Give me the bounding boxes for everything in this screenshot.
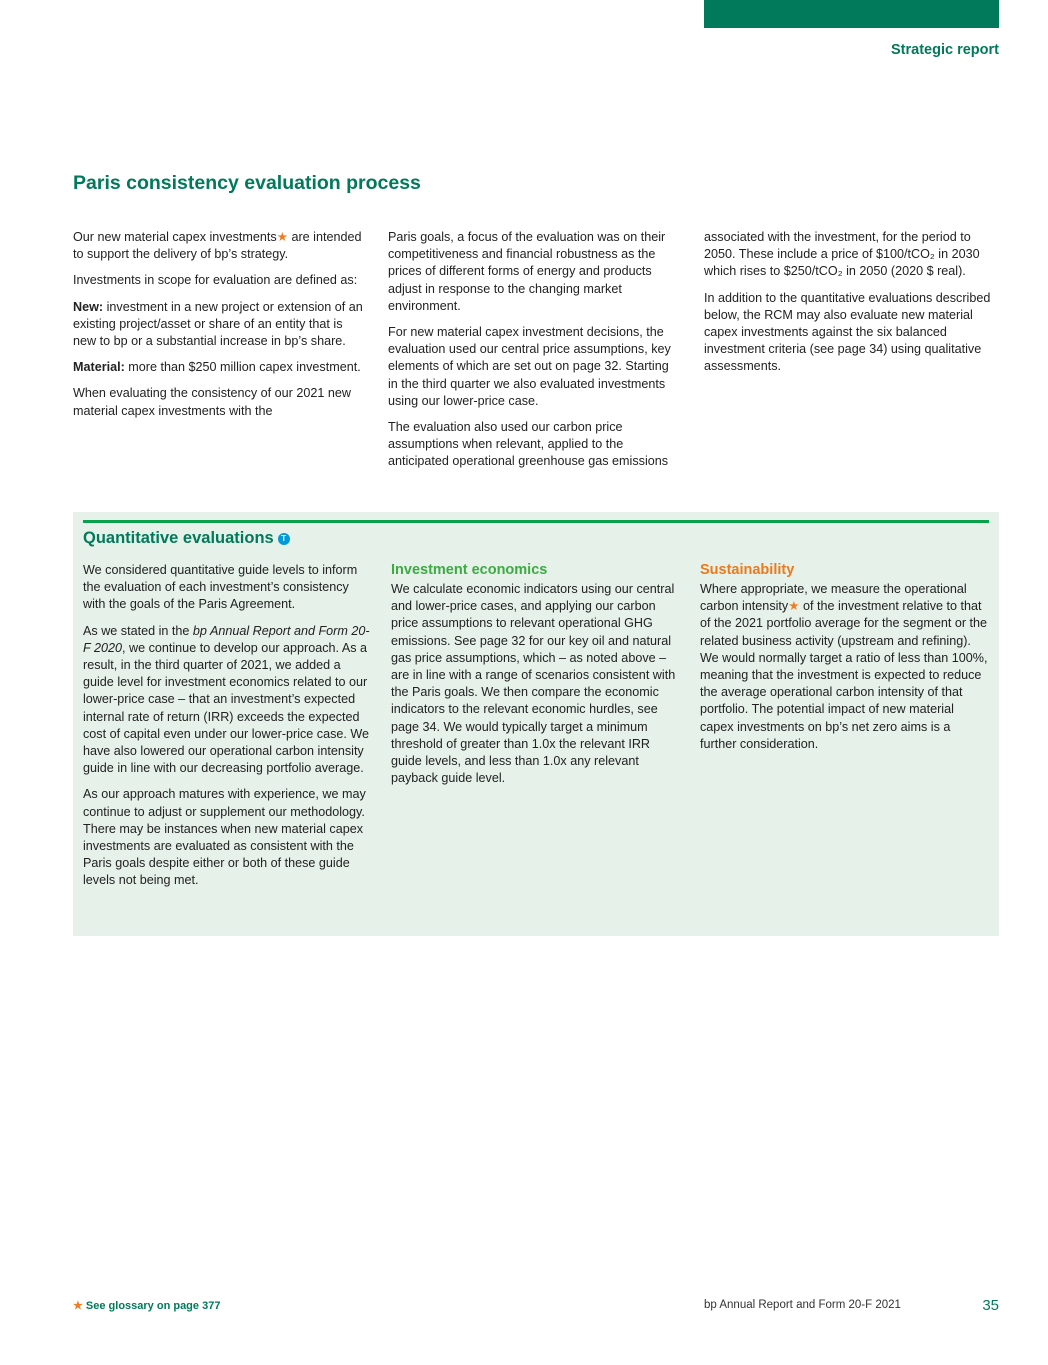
intro-column-2 [388,229,678,480]
panel-column-sustainability [700,561,988,762]
quantitative-evaluations-panel [73,512,999,936]
intro-paragraph: Investments in scope for evaluation are defined as: [73,273,358,288]
panel-divider [83,520,989,523]
panel-column-investment-economics [391,561,679,796]
definition-new: New: investment in a new project or extension of an existing project/asset or share of an entity that is new to bp or a substantial increase in bp’s share. [73,299,363,349]
panel-paragraph: As our approach matures with experience, we may continue to adjust or supplement our methodology. There may be instances when new material capex investments are evaluated as consistent with the Paris goals despite either or both of these guide levels not being met. [83,787,366,888]
sustainability-heading: Sustainability [700,562,795,578]
glossary-reference: ★ See glossary on page 377 [73,1300,221,1312]
panel-title: Quantitative evaluations T [83,529,290,548]
intro-paragraph: When evaluating the consistency of our 2021 new material capex investments with the [73,386,351,418]
info-badge-icon: T [278,533,290,545]
glossary-star-icon: ★ [276,230,288,244]
investment-economics-text: We calculate economic indicators using our central and lower-price cases, and applying our carbon price assumptions to relevant operational GHG emissions. See page 32 for our key oil and natural gas price assumptions, which – as noted above – are in line with a range of scenarios consistent with the Paris goals. We then compare the economic indicators to the relevant economic hurdles, see page 34. We would typically target a minimum threshold of greater than 1.0x the relevant IRR guide levels, and less than 1.0x any relevant payback guide level. [391,582,676,786]
definition-material: Material: more than $250 million capex investment. [73,360,361,375]
page-title: Paris consistency evaluation process [73,172,421,194]
intro-paragraph: Paris goals, a focus of the evaluation was on their competitiveness and financial robustness as the prices of different forms of energy and products adjust in response to the changing market environment. [388,230,666,313]
intro-paragraph: Our new material capex investments★ are intended to support the delivery of bp’s strategy. [73,230,362,262]
panel-paragraph: We considered quantitative guide levels to inform the evaluation of each investment’s consistency with the goals of the Paris Agreement. [83,563,358,612]
intro-column-3 [704,229,994,385]
intro-paragraph: associated with the investment, for the period to 2050. These include a price of $100/tCO₂ in 2030 which rises to $250/tCO₂ in 2050 (2020 $ real). [704,230,980,279]
page-number: 35 [982,1297,999,1314]
header-color-bar [704,0,999,28]
section-label: Strategic report [891,42,999,58]
sustainability-text: Where appropriate, we measure the operational carbon intensity★ of the investment relative to that of the 2021 portfolio average for the segment or the related business activity (upstream and refining). We would normally target a ratio of less than 100%, meaning that the investment is expected to reduce the average operational carbon intensity of that portfolio. The potential impact of new material capex investments on bp’s net zero aims is a further consideration. [700,582,988,751]
intro-column-1 [73,229,363,429]
intro-paragraph: In addition to the quantitative evaluations described below, the RCM may also evaluate new material capex investments against the six balanced investment criteria (see page 34) using qualitative assessments. [704,290,991,374]
panel-paragraph: As we stated in the bp Annual Report and Form 20-F 2020, we continue to develop our approach. As a result, in the third quarter of 2021, we added a guide level for investment economics related to our lower-price case – that an investment’s expected internal rate of return (IRR) exceeds the expected cost of capital even under our lower-price case. We have also lowered our operational carbon intensity guide in line with our decreasing portfolio average. [83,623,370,776]
glossary-star-icon: ★ [788,599,800,614]
report-title: bp Annual Report and Form 20-F 2021 [704,1299,901,1311]
investment-economics-heading: Investment economics [391,562,548,578]
intro-paragraph: The evaluation also used our carbon price assumptions when relevant, applied to the anticipated operational greenhouse gas emissions [388,420,669,469]
glossary-star-icon: ★ [73,1300,86,1312]
panel-column-1 [83,562,371,899]
intro-paragraph: For new material capex investment decisions, the evaluation used our central price assumptions, key elements of which are set out on page 32. Starting in the third quarter we also evaluated investments using our lower-price case. [388,325,671,408]
